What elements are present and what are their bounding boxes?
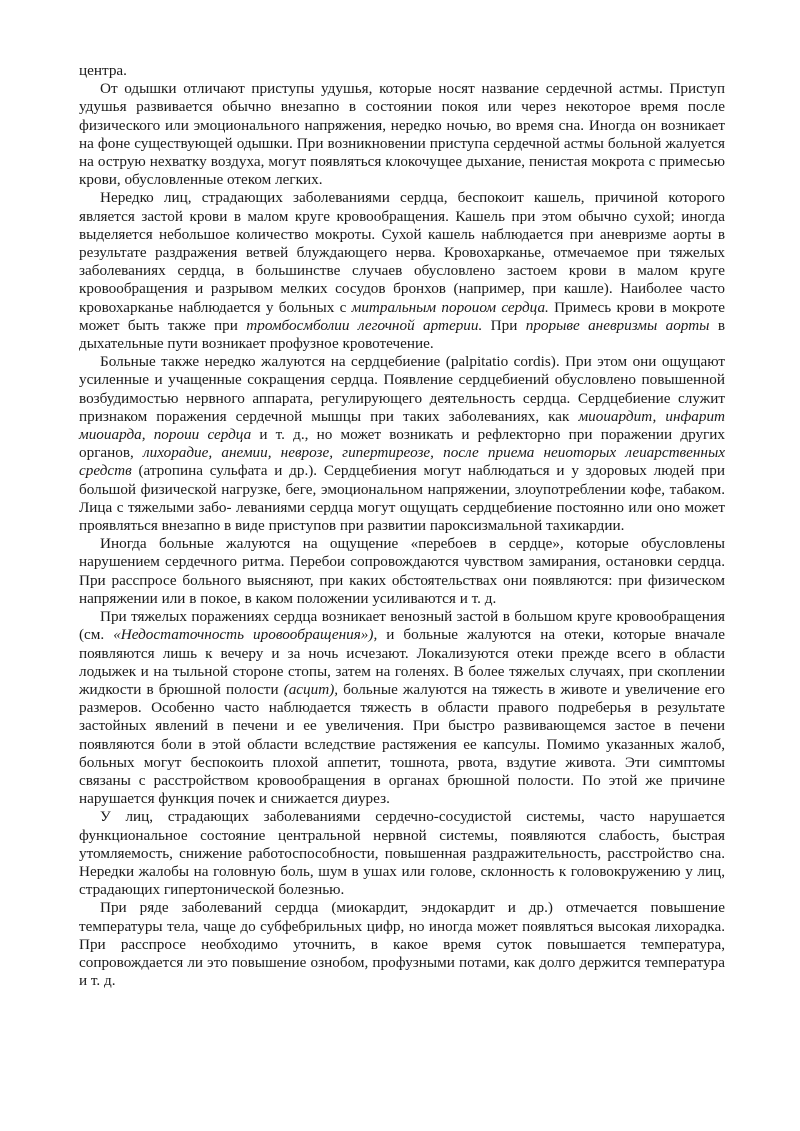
paragraph — [79, 899, 725, 990]
text-run: в дыхательные пути возникает профузное кровотечение. — [79, 316, 725, 353]
text-run: (атропина сульфата и др.). Сердцебиения могут наблюдаться и у здоровых людей при большой физической нагрузке, беге, эмоциональном напряжении, злоупотреблении кофе, табаком. Лица с тяжелыми забо- леваниями сердца могут ощущать сердцебиение постоянно или оно может проявляться внезапно в виде приступов при развитии пароксизмальной тахикардии. — [79, 462, 725, 535]
text-run: При тяжелых поражениях сердца возникает венозный застой в большом круге кровообращения (см. — [79, 608, 725, 644]
text-run: При ряде заболеваний сердца (миокардит, эндокардит и др.) отмечается повышение температуры тела, чаще до субфебрильных цифр, но иногда может появляться высокая лихорадка. При расспросе необходимо уточнить, в какое время суток повышается температура, сопровождается ли это повышение ознобом, профузными потами, как долго держится температура и т. д. — [79, 899, 725, 990]
paragraph — [79, 353, 725, 535]
text-run: больные жалуются на тяжесть в животе и увеличение его размеров. Особенно часто наблюдается тяжесть в области правого подреберья в результате застойных явлений в печени и ее увеличения. При быстро развивающемся застое в печени появляются боли в этой области вследствие растяжения ее капсулы. Помимо указанных жалоб, больных могут беспокоить плохой аппетит, тошнота, рвота, вздутие живота. Эти симптомы связаны с расстройством кровообращения в органах брюшной полости. По этой же причине нарушается функция почек и снижается диурез. — [79, 680, 725, 808]
text-run: У лиц, страдающих заболеваниями сердечно-сосудистой системы, часто нарушается функциональное состояние центральной нервной системы, появляются слабость, быстрая утомляемость, снижение работоспособности, повышенная раздражительность, расстройство сна. Нередки жалобы на головную боль, шум в ушах или голове, склонность к головокружению у лиц, страдающих гипертонической болезнью. — [79, 808, 725, 899]
paragraph — [79, 608, 725, 808]
italic-term: «Недостаточность ировообращения»), — [113, 626, 378, 644]
text-run: Примесь крови в мокроте может быть также при — [79, 298, 725, 334]
italic-term: тромбосмболии легочной артерии. — [246, 316, 483, 334]
text-run: Больные также нередко жалуются на сердцебиение (palpitatio cordis). При этом они ощущают усиленные и учащенные сокращения сердца. Появление сердцебиений обусловлено повышенной возбудимостью нервного аппарата, регулирующего деятельность сердца. Сердцебиение служит признаком поражения сердечной мышцы при таких заболеваниях, как — [79, 353, 725, 425]
italic-term: (асцит), — [283, 680, 339, 698]
text-run: Иногда больные жалуются на ощущение «перебоев в сердце», которые обусловлены нарушением сердечного ритма. Перебои сопровождаются чувством замирания, остановки сердца. При расспросе больного выясняют, при каких обстоятельствах они появляются: при физическом напряжении или в покое, в каком положении усиливаются и т. д. — [79, 535, 725, 607]
italic-term: митральным пороиом сердца. — [351, 298, 549, 316]
document-page — [79, 62, 725, 990]
text-run: и т. д., но может возникать и рефлекторно при поражении других органов, — [79, 426, 726, 462]
paragraph — [79, 189, 725, 353]
italic-term: миоиардит, инфарит миоиарда, пороии сердца — [79, 407, 726, 444]
paragraph — [79, 62, 725, 80]
paragraph — [79, 80, 725, 189]
paragraph — [79, 808, 725, 899]
italic-term: лихорадие, анемии, неврозе, гипертиреозе, после приема неиоторых леиарственных средств — [79, 444, 725, 480]
text-run: От одышки отличают приступы удушья, которые носят название сердечной астмы. Приступ удушья развивается обычно внезапно в состоянии покоя или через некоторое время после физического или эмоционального напряжения, нередко ночью, во время сна. Иногда он возникает на фоне существующей одышки. При возникновении приступа сердечной астмы больной жалуется на острую нехватку воздуха, могут появляться клокочущее дыхание, пенистая мокрота с примесью крови, обусловленные отеком легких. — [79, 80, 725, 189]
text-run: центра. — [79, 62, 127, 79]
paragraph — [79, 535, 725, 608]
text-run: и больные жалуются на отеки, которые вначале появляются лишь к вечеру и за ночь исчезают. Локализуются отеки прежде всего в области лодыжек и на тыльной стороне стопы, затем на голенях. В более тяжелых случаях, при скоплении жидкости в брюшной полости — [79, 626, 725, 698]
italic-term: прорыве аневризмы аорты — [525, 316, 710, 334]
text-run: При — [482, 316, 526, 334]
text-run: Нередко лиц, страдающих заболеваниями сердца, беспокоит кашель, причиной которого является застой крови в малом круге кровообращения. Кашель при этом обычно сухой; иногда выделяется небольшое количество мокроты. Сухой кашель наблюдается при аневризме аорты в результате раздражения ветвей блуждающего нерва. Кровохарканье, отмечаемое при тяжелых заболеваниях сердца, в большинстве случаев обусловлено застоем крови в малом круге кровообращения и разрывом мелких сосудов бронхов (например, при кашле). Наиболее часто кровохарканье наблюдается у больных с — [79, 189, 725, 316]
